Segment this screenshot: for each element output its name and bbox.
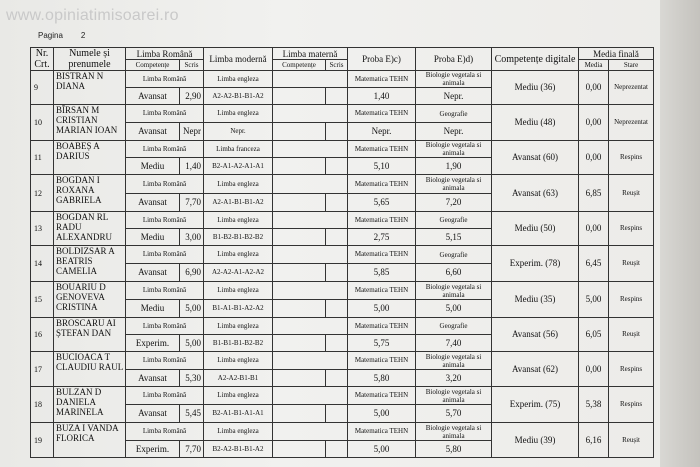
cell-ro-label: Limba Română bbox=[126, 141, 204, 158]
cell-ed-label: Geografie bbox=[416, 318, 492, 335]
cell-digitale: Mediu (39) bbox=[492, 423, 579, 458]
cell-ed-val: Nepr. bbox=[416, 88, 492, 105]
cell-materna-scris bbox=[326, 264, 348, 282]
cell-nume: BROSCARU AI ȘTEFAN DAN bbox=[54, 318, 126, 352]
cell-ed-label: Biologie vegetala si animala bbox=[416, 352, 492, 370]
cell-nume: BUCIOACA T CLAUDIU RAUL bbox=[54, 352, 126, 387]
cell-ro-scris: 5,45 bbox=[180, 405, 204, 423]
cell-materna-comp bbox=[273, 335, 326, 352]
cell-ed-label: Biologie vegetala si animala bbox=[416, 423, 492, 441]
cell-digitale: Avansat (62) bbox=[492, 352, 579, 387]
cell-ec-label: Matematica TEHN bbox=[348, 212, 416, 229]
header-media-finala: Media finală bbox=[579, 48, 654, 60]
cell-materna-scris bbox=[326, 123, 348, 141]
cell-nr: 9 bbox=[31, 71, 54, 105]
cell-ro-comp: Mediu bbox=[126, 300, 180, 318]
table-row bbox=[31, 105, 654, 123]
cell-materna-comp bbox=[273, 229, 326, 246]
cell-materna-empty bbox=[273, 105, 348, 123]
cell-materna-comp bbox=[273, 441, 326, 458]
cell-materna-empty bbox=[273, 175, 348, 194]
cell-ro-label: Limba Română bbox=[126, 212, 204, 229]
cell-ec-val: 1,40 bbox=[348, 88, 416, 105]
table-row bbox=[31, 282, 654, 300]
cell-nume: BUZA I VANDA FLORICA bbox=[54, 423, 126, 458]
cell-digitale: Experim. (78) bbox=[492, 246, 579, 282]
cell-ed-val: 1,90 bbox=[416, 158, 492, 175]
cell-nr: 13 bbox=[31, 212, 54, 246]
page-label: Pagina bbox=[38, 31, 63, 40]
cell-digitale: Mediu (50) bbox=[492, 212, 579, 246]
header-stare: Stare bbox=[609, 60, 654, 71]
cell-materna-comp bbox=[273, 370, 326, 387]
cell-ec-label: Matematica TEHN bbox=[348, 318, 416, 335]
cell-ed-label: Biologie vegetala si animala bbox=[416, 387, 492, 405]
cell-ed-label: Biologie vegetala si animala bbox=[416, 282, 492, 300]
cell-ro-comp: Avansat bbox=[126, 194, 180, 212]
cell-ro-comp: Mediu bbox=[126, 158, 180, 175]
cell-materna-scris bbox=[326, 194, 348, 212]
cell-nume: BISTRAN N DIANA bbox=[54, 71, 126, 105]
cell-media: 6,85 bbox=[579, 175, 609, 212]
table-row bbox=[31, 175, 654, 194]
cell-nr: 16 bbox=[31, 318, 54, 352]
cell-nr: 11 bbox=[31, 141, 54, 175]
cell-materna-comp bbox=[273, 158, 326, 175]
cell-ed-val: Nepr. bbox=[416, 123, 492, 141]
table-row bbox=[31, 212, 654, 229]
header-nume: Numele și prenumele bbox=[54, 48, 126, 71]
cell-materna-scris bbox=[326, 335, 348, 352]
cell-ed-label: Geografie bbox=[416, 246, 492, 264]
cell-materna-empty bbox=[273, 141, 348, 158]
header-limba-materna: Limba maternă bbox=[273, 48, 348, 60]
cell-digitale: Mediu (35) bbox=[492, 282, 579, 318]
header-nr: Nr. Crt. bbox=[31, 48, 54, 71]
cell-lm-label: Limba engleza bbox=[204, 246, 273, 264]
cell-digitale: Mediu (48) bbox=[492, 105, 579, 141]
cell-lm-val: B2-A1-B1-A1-A1 bbox=[204, 405, 273, 423]
cell-digitale: Experim. (75) bbox=[492, 387, 579, 423]
table-row bbox=[31, 423, 654, 441]
header-competente-digitale: Competențe digitale bbox=[492, 48, 579, 71]
cell-lm-label: Limba engleza bbox=[204, 105, 273, 123]
cell-materna-scris bbox=[326, 229, 348, 246]
cell-materna-scris bbox=[326, 405, 348, 423]
cell-stare: Respins bbox=[609, 352, 654, 387]
cell-ec-val: 5,00 bbox=[348, 300, 416, 318]
cell-materna-scris bbox=[326, 88, 348, 105]
cell-digitale: Mediu (36) bbox=[492, 71, 579, 105]
cell-ro-scris: 3,00 bbox=[180, 229, 204, 246]
cell-ec-label: Matematica TEHN bbox=[348, 352, 416, 370]
cell-ec-val: 5,75 bbox=[348, 335, 416, 352]
cell-media: 0,00 bbox=[579, 105, 609, 141]
header-scris-2: Scris bbox=[326, 60, 348, 71]
cell-ec-val: 5,85 bbox=[348, 264, 416, 282]
cell-lm-label: Limba franceza bbox=[204, 141, 273, 158]
cell-lm-label: Limba engleza bbox=[204, 175, 273, 194]
header-limba-romana: Limba Română bbox=[126, 48, 204, 60]
cell-ed-label: Biologie vegetala si animala bbox=[416, 175, 492, 194]
cell-stare: Respins bbox=[609, 282, 654, 318]
header-media: Media bbox=[579, 60, 609, 71]
cell-nume: BOUARIU D GENOVEVA CRISTINA bbox=[54, 282, 126, 318]
cell-ed-val: 5,15 bbox=[416, 229, 492, 246]
cell-lm-val: A2-A1-B1-B1-A2 bbox=[204, 194, 273, 212]
cell-lm-val: A2-A2-B1-B1 bbox=[204, 370, 273, 387]
cell-stare: Neprezentat bbox=[609, 105, 654, 141]
cell-lm-label: Limba engleza bbox=[204, 352, 273, 370]
cell-ro-scris: 5,00 bbox=[180, 335, 204, 352]
cell-ed-val: 6,60 bbox=[416, 264, 492, 282]
cell-ec-label: Matematica TEHN bbox=[348, 387, 416, 405]
cell-materna-comp bbox=[273, 264, 326, 282]
cell-ro-label: Limba Română bbox=[126, 71, 204, 88]
cell-nr: 19 bbox=[31, 423, 54, 458]
cell-media: 6,16 bbox=[579, 423, 609, 458]
cell-nume: BÎRSAN M CRISTIAN MARIAN IOAN bbox=[54, 105, 126, 141]
cell-lm-label: Limba engleza bbox=[204, 387, 273, 405]
table-row bbox=[31, 246, 654, 264]
table-row bbox=[31, 352, 654, 370]
cell-nume: BOLDIZSAR A BEATRIS CAMELIA bbox=[54, 246, 126, 282]
cell-nume: BOGDAN RL RADU ALEXANDRU bbox=[54, 212, 126, 246]
cell-ec-label: Matematica TEHN bbox=[348, 71, 416, 88]
cell-ro-comp: Experim. bbox=[126, 441, 180, 458]
page-number bbox=[38, 31, 85, 40]
cell-nume: BULZAN D DANIELA MARINELA bbox=[54, 387, 126, 423]
cell-lm-label: Limba engleza bbox=[204, 423, 273, 441]
cell-materna-empty bbox=[273, 387, 348, 405]
cell-stare: Reușit bbox=[609, 318, 654, 352]
header-proba-ed: Proba E)d) bbox=[416, 48, 492, 71]
cell-ec-label: Matematica TEHN bbox=[348, 175, 416, 194]
cell-digitale: Avansat (63) bbox=[492, 175, 579, 212]
cell-ro-comp: Experim. bbox=[126, 335, 180, 352]
cell-ro-label: Limba Română bbox=[126, 352, 204, 370]
watermark: www.opiniatimisoarei.ro bbox=[6, 7, 179, 24]
cell-lm-val: Nepr. bbox=[204, 123, 273, 141]
cell-ed-val: 5,80 bbox=[416, 441, 492, 458]
cell-ed-val: 5,00 bbox=[416, 300, 492, 318]
cell-ed-val: 7,40 bbox=[416, 335, 492, 352]
cell-ed-label: Geografie bbox=[416, 105, 492, 123]
cell-lm-val: A2-A2-A1-A2-A2 bbox=[204, 264, 273, 282]
cell-ro-label: Limba Română bbox=[126, 318, 204, 335]
table-row bbox=[31, 387, 654, 405]
cell-nume: BOABEȘ A DARIUS bbox=[54, 141, 126, 175]
cell-ed-val: 3,20 bbox=[416, 370, 492, 387]
cell-ro-comp: Avansat bbox=[126, 264, 180, 282]
cell-materna-empty bbox=[273, 212, 348, 229]
cell-digitale: Avansat (56) bbox=[492, 318, 579, 352]
cell-ed-val: 7,20 bbox=[416, 194, 492, 212]
cell-stare: Respins bbox=[609, 387, 654, 423]
cell-ec-val: 5,00 bbox=[348, 441, 416, 458]
cell-materna-comp bbox=[273, 300, 326, 318]
cell-media: 6,05 bbox=[579, 318, 609, 352]
header-limba-moderna: Limba modernă bbox=[204, 48, 273, 71]
cell-ec-val: 5,10 bbox=[348, 158, 416, 175]
cell-nr: 15 bbox=[31, 282, 54, 318]
cell-ed-val: 5,70 bbox=[416, 405, 492, 423]
cell-ec-label: Matematica TEHN bbox=[348, 246, 416, 264]
cell-ro-label: Limba Română bbox=[126, 387, 204, 405]
cell-media: 0,00 bbox=[579, 141, 609, 175]
cell-materna-empty bbox=[273, 318, 348, 335]
cell-lm-val: A2-A2-B1-B1-A2 bbox=[204, 88, 273, 105]
cell-materna-empty bbox=[273, 352, 348, 370]
cell-media: 5,00 bbox=[579, 282, 609, 318]
cell-nume: BOGDAN I ROXANA GABRIELA bbox=[54, 175, 126, 212]
cell-ro-label: Limba Română bbox=[126, 105, 204, 123]
cell-media: 0,00 bbox=[579, 352, 609, 387]
cell-ec-label: Matematica TEHN bbox=[348, 423, 416, 441]
cell-ec-val: 2,75 bbox=[348, 229, 416, 246]
cell-lm-val: B1-B2-B1-B2-B2 bbox=[204, 229, 273, 246]
cell-materna-empty bbox=[273, 282, 348, 300]
cell-stare: Reușit bbox=[609, 423, 654, 458]
cell-nr: 10 bbox=[31, 105, 54, 141]
cell-materna-scris bbox=[326, 370, 348, 387]
cell-ed-label: Geografie bbox=[416, 212, 492, 229]
cell-nr: 14 bbox=[31, 246, 54, 282]
cell-lm-val: B1-B1-B1-B2-B2 bbox=[204, 335, 273, 352]
cell-nr: 12 bbox=[31, 175, 54, 212]
cell-materna-comp bbox=[273, 194, 326, 212]
cell-ro-label: Limba Română bbox=[126, 175, 204, 194]
cell-ro-comp: Avansat bbox=[126, 405, 180, 423]
cell-stare: Respins bbox=[609, 212, 654, 246]
cell-materna-comp bbox=[273, 88, 326, 105]
cell-ro-scris: 7,70 bbox=[180, 194, 204, 212]
cell-ec-val: Nepr. bbox=[348, 123, 416, 141]
cell-lm-val: B2-A2-B1-B1-A2 bbox=[204, 441, 273, 458]
cell-materna-scris bbox=[326, 441, 348, 458]
cell-materna-comp bbox=[273, 123, 326, 141]
header-scris: Scris bbox=[180, 60, 204, 71]
cell-nr: 17 bbox=[31, 352, 54, 387]
cell-ro-scris: 2,90 bbox=[180, 88, 204, 105]
header-proba-ec: Proba E)c) bbox=[348, 48, 416, 71]
cell-ec-label: Matematica TEHN bbox=[348, 282, 416, 300]
cell-lm-label: Limba engleza bbox=[204, 282, 273, 300]
cell-ec-label: Matematica TEHN bbox=[348, 141, 416, 158]
cell-ro-scris: 1,40 bbox=[180, 158, 204, 175]
cell-ro-scris: 5,00 bbox=[180, 300, 204, 318]
table-row bbox=[31, 141, 654, 158]
cell-materna-scris bbox=[326, 300, 348, 318]
cell-ed-label: Biologie vegetala si animala bbox=[416, 71, 492, 88]
cell-lm-val: B2-A1-A2-A1-A1 bbox=[204, 158, 273, 175]
cell-lm-val: B1-A1-B1-A2-A2 bbox=[204, 300, 273, 318]
cell-lm-label: Limba engleza bbox=[204, 71, 273, 88]
page-number-value: 2 bbox=[80, 31, 86, 40]
cell-ec-val: 5,80 bbox=[348, 370, 416, 387]
cell-materna-empty bbox=[273, 71, 348, 88]
cell-ro-scris: 7,70 bbox=[180, 441, 204, 458]
cell-lm-label: Limba engleza bbox=[204, 318, 273, 335]
cell-stare: Reușit bbox=[609, 246, 654, 282]
header-competente-2: Competențe bbox=[273, 60, 326, 71]
cell-stare: Neprezentat bbox=[609, 71, 654, 105]
table-body bbox=[31, 71, 654, 458]
cell-ro-comp: Avansat bbox=[126, 370, 180, 387]
cell-digitale: Avansat (60) bbox=[492, 141, 579, 175]
cell-materna-empty bbox=[273, 246, 348, 264]
cell-materna-empty bbox=[273, 423, 348, 441]
cell-ec-val: 5,00 bbox=[348, 405, 416, 423]
cell-lm-label: Limba engleza bbox=[204, 212, 273, 229]
cell-stare: Respins bbox=[609, 141, 654, 175]
page-edge bbox=[660, 0, 700, 467]
cell-ro-scris: Nepr bbox=[180, 123, 204, 141]
cell-media: 6,45 bbox=[579, 246, 609, 282]
cell-ro-label: Limba Română bbox=[126, 423, 204, 441]
cell-ro-comp: Avansat bbox=[126, 123, 180, 141]
header-competente: Competențe bbox=[126, 60, 180, 71]
cell-ro-comp: Avansat bbox=[126, 88, 180, 105]
cell-ro-comp: Mediu bbox=[126, 229, 180, 246]
cell-ro-scris: 6,90 bbox=[180, 264, 204, 282]
cell-ro-label: Limba Română bbox=[126, 246, 204, 264]
cell-ed-label: Biologie vegetala si animala bbox=[416, 141, 492, 158]
results-table bbox=[30, 47, 654, 458]
cell-media: 0,00 bbox=[579, 212, 609, 246]
cell-ec-label: Matematica TEHN bbox=[348, 105, 416, 123]
cell-materna-comp bbox=[273, 405, 326, 423]
cell-stare: Reușit bbox=[609, 175, 654, 212]
cell-ec-val: 5,65 bbox=[348, 194, 416, 212]
table-row bbox=[31, 318, 654, 335]
table-row bbox=[31, 71, 654, 88]
cell-media: 0,00 bbox=[579, 71, 609, 105]
cell-ro-scris: 5,30 bbox=[180, 370, 204, 387]
cell-ro-label: Limba Română bbox=[126, 282, 204, 300]
cell-nr: 18 bbox=[31, 387, 54, 423]
cell-materna-scris bbox=[326, 158, 348, 175]
cell-media: 5,38 bbox=[579, 387, 609, 423]
